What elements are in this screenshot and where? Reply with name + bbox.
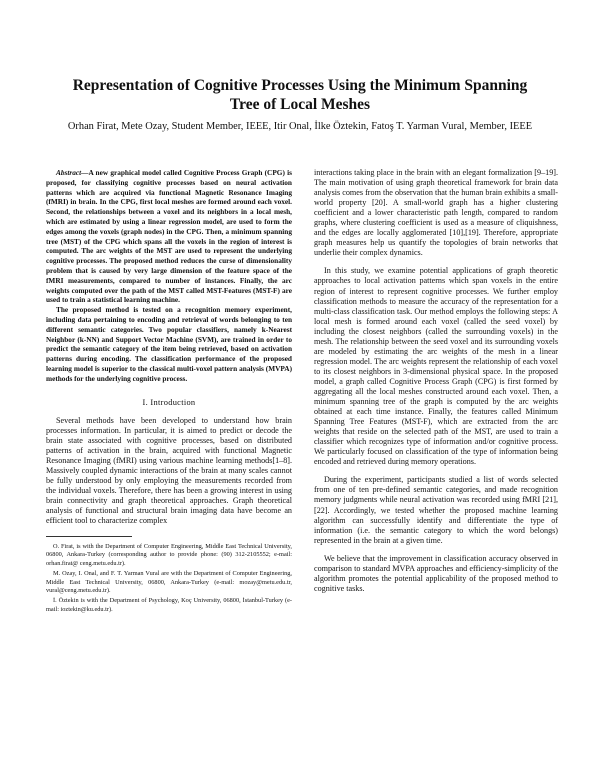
intro-paragraph-1: Several methods have been developed to understand how brain processes information. In particular, it is aimed to predict or decode the brain state associated with cognitive processes, based on distributed patterns of activation in the brain, acquired with functional Magnetic Resonance Imaging (fMRI) using various machine learning methods[1–8]. Massively coupled dynamic interactions of the brain at many scales cannot be fully understood by only employing the measurements recorded from the individual voxels. Therefore, there has been a growing interest in using brain connectivity and graph theoretical approaches. Graph theoretical analysis of functional and structural brain imaging data have become an efficient tool to characterize complex [46, 415, 292, 525]
body-paragraph-2: In this study, we examine potential applications of graph theoretic approaches to local activation patterns which span voxels in the entire region of interest to represent cognitive processes. We further employ classification methods to measure the accuracy of the representation for a multi-class classification task. Our method employs the following steps: A local mesh is formed around each voxel (called the seed voxel) by including the closest neighbors (called the surrounding voxels) in the mesh. The relationship between the seed voxel and its surrounding voxels are modeled by estimating the arc weights of the mesh in a linear regression model. The arc weights represent the relationship of each voxel to its closest neighbors in 3-dimensional physical space. In the proposed model, a graph called Cognitive Process Graph (CPG) is first formed by aggregating all the local meshes constructed around each voxel. Then, a minimum spanning tree of the graph is computed by the arc weights obtained at each time instance. Finally, the features called Minimum Spanning Tree Features (MST-F), which are extracted from the arc weights that reside on the selected path of the MST, are used to train a classifier which recognizes type of information and/or cognitive process. We particularly focused on classification of the type of information being encoded and retrieved during memory operations. [314, 266, 558, 467]
author-list: Orhan Firat, Mete Ozay, Student Member, IEEE, Itir Onal, İlke Öztekin, Fatoş T. Yarman Vural, Member, IEEE [67, 121, 533, 132]
left-column [46, 168, 292, 616]
footnote-3: İ. Öztekin is with the Department of Psychology, Koç University, 06800, İstanbul-Turkey (e-mail: ioztekin@ku.edu.tr). [46, 597, 292, 613]
body-paragraph-4: We believe that the improvement in classification accuracy observed in comparison to standard MVPA approaches and efficiency-simplicity of the algorithm promotes the potential applicability of the proposed method to cognitive tasks. [314, 553, 558, 593]
abstract-lead: Abstract [56, 168, 82, 177]
footnote-rule [46, 536, 132, 537]
footnote-2: M. Ozay, I. Onal, and F. T. Yarman Vural are with the Department of Computer Engineering, Middle East Technical University, 06800, Ankara-Turkey (e-mail: mozay@metu.edu.tr, vural@ceng.metu.edu.tr). [46, 570, 292, 595]
section-heading-introduction: I. Introduction [142, 397, 196, 407]
footnote-1: O. Firat, is with the Department of Computer Engineering, Middle East Technical University, 06800, Ankara-Turkey (corresponding author to provide phone: (90) 312-2105552; e-mail: orhan.firat@ ceng.metu.edu.tr). [46, 543, 292, 567]
paper-title: Representation of Cognitive Processes Using the Minimum Spanning Tree of Local Meshes [72, 77, 528, 113]
body-paragraph-3: During the experiment, participants studied a list of words selected from one of ten pre-defined semantic categories, and made recognition memory judgments while neural activation was recorded using fMRI [21], [22]. Accordingly, we tested whether the proposed machine learning algorithm can successfully identify and differentiate the type of information (i.e. the semantic category to which the word belongs) represented in the brain at a given time. [314, 475, 558, 545]
abstract-paragraph-2: The proposed method is tested on a recognition memory experiment, including data pertaining to encoding and retrieval of words belonging to ten different semantic categories. Two popular classifiers, namely k-Nearest Neighbor (k-NN) and Support Vector Machine (SVM), are trained in order to predict the semantic category of the item being retrieved, based on activation patterns during encoding. The classification performance of the proposed learning model is superior to the classical multi-voxel pattern analysis (MVPA) methods for the underlying cognitive process. [46, 305, 292, 383]
body-paragraph-1: interactions taking place in the brain with an elegant formalization [9–19]. The main motivation of using graph theoretical framework for brain data analysis comes from the observation that the human brain exhibits a small-world property [20]. A small-world graph has a higher clustering coefficient and a lower characteristic path length, compared to random graphs, where clustering coefficient is used as a measure of cliquishness, and the edges are locally agglomerated [10],[19]. Therefore, appropriate graph measures help us quantify the topologies of brain networks that underlie their complex dynamics. [314, 168, 558, 258]
abstract-paragraph [46, 168, 292, 305]
right-column [314, 168, 558, 594]
abstract-text: —A new graphical model called Cognitive Process Graph (CPG) is proposed, for classifying cognitive processes based on neural activation patterns which are acquired via functional Magnetic Resonance Imaging (fMRI) in brain. In the CPG, first local meshes are formed around each voxel. Second, the relationships between a voxel and its neighbors in a local mesh, which are estimated by using a linear regression model, are used to form the edges among the voxels (graph nodes) in the CPG. Then, a minimum spanning tree (MST) of the CPG which spans all the voxels in the region of interest is computed. The arc weights of the MST are used to represent the underlying cognitive processes. The proposed method reduces the curse of dimensionality problem that is caused by very large dimension of the feature space of the fMRI measurements, compared to number of instances. Finally, the arc weights computed over the path of the MST called MST-Features (MST-F) are used to train a statistical learning machine. [46, 168, 292, 305]
